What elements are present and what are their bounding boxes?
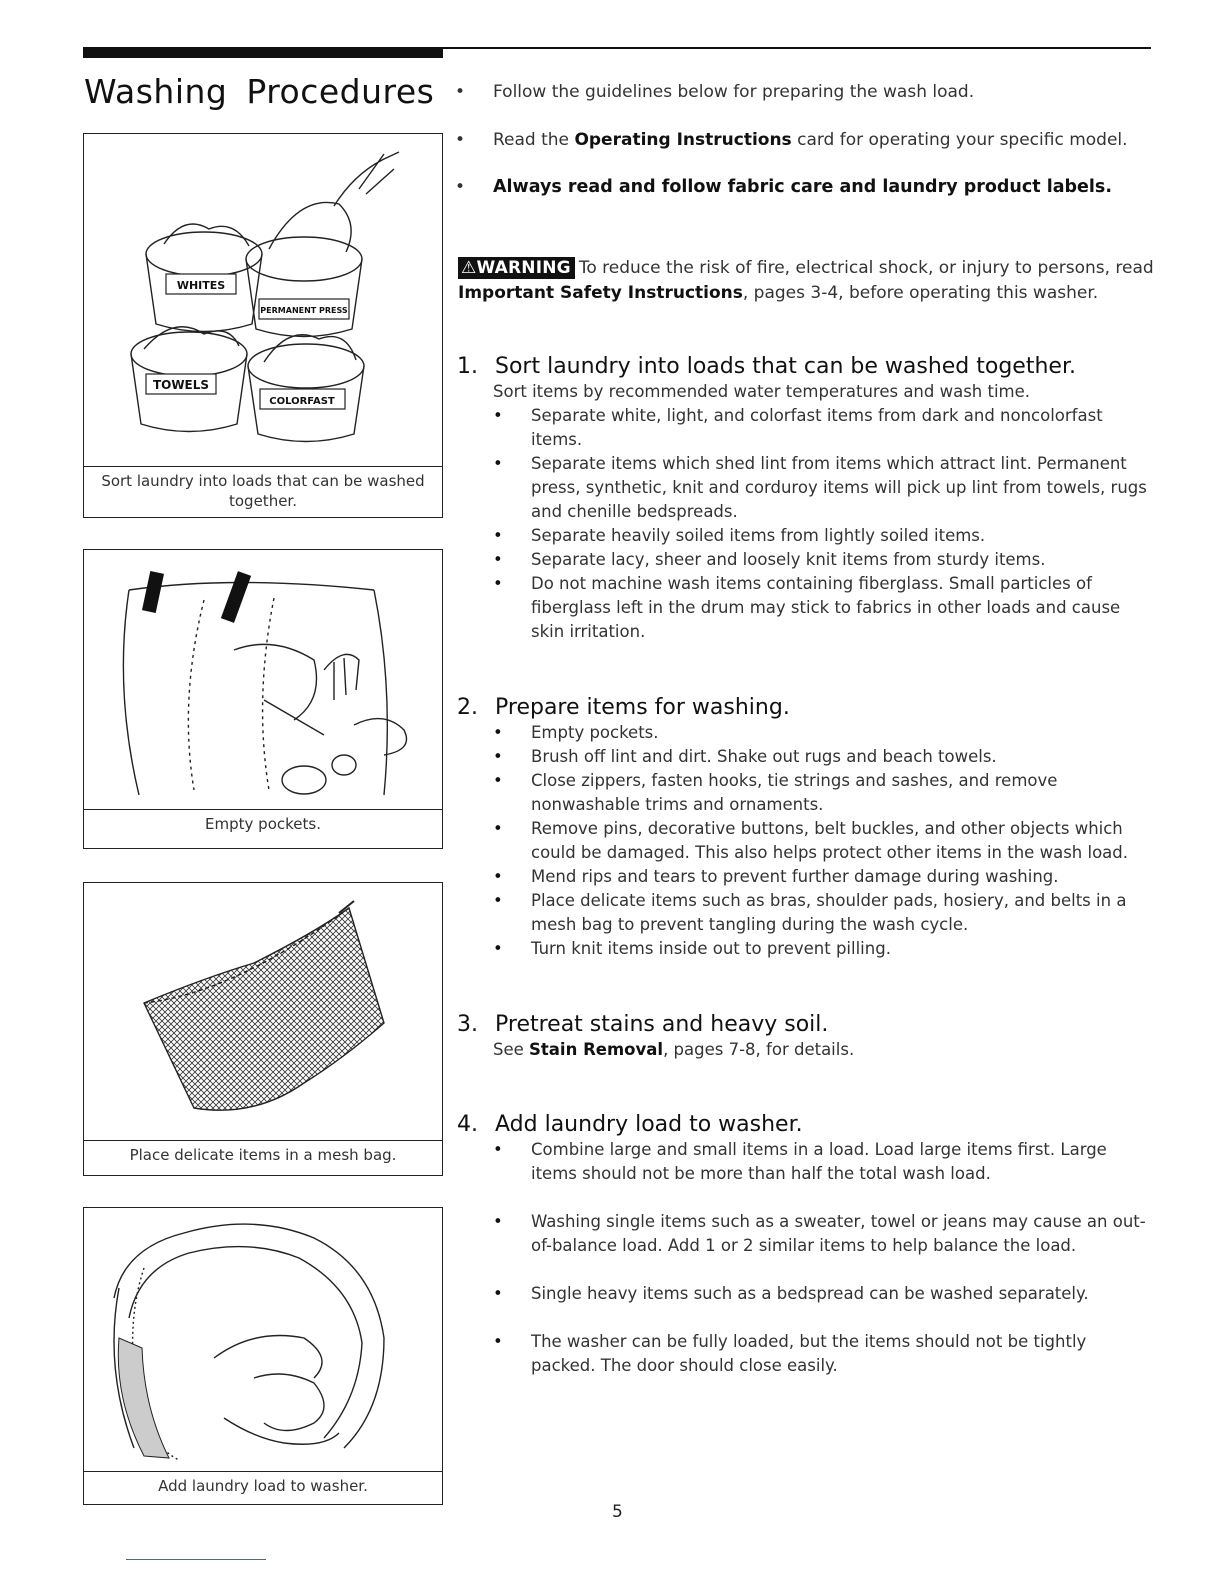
warning-triangle-icon: ⚠ [461, 258, 477, 278]
basket-label-permanent-press: PERMANENT PRESS [260, 306, 348, 315]
section-pretreat [455, 1012, 1155, 1062]
figure-load-washer [83, 1207, 443, 1505]
washer-illustration [84, 1208, 442, 1468]
section-title: 3. Pretreat stains and heavy soil. [457, 1012, 829, 1037]
basket-label-colorfast: COLORFAST [269, 396, 335, 407]
bullet-list [455, 721, 1155, 961]
warning-notice: ⚠WARNING To reduce the risk of fire, electrical shock, or injury to persons, read Important Safety Instructions, pages 3-4, before operating this washer. [458, 258, 1154, 303]
list-item: • Empty pockets. [493, 721, 1155, 745]
list-item: • The washer can be fully loaded, but the items should not be tightly packed. The door should close easily. [493, 1330, 1155, 1378]
section-intro: Sort items by recommended water temperatures and wash time. [493, 382, 1031, 401]
list-item: • Single heavy items such as a bedspread can be washed separately. [493, 1282, 1155, 1306]
section-add-load [455, 1112, 1155, 1402]
section-prepare [455, 695, 1155, 961]
list-item: • Separate heavily soiled items from lightly soiled items. [493, 524, 1155, 548]
figure-mesh-bag [83, 882, 443, 1176]
safety-instructions-ref: Important Safety Instructions [458, 283, 743, 303]
warning-badge: ⚠WARNING [458, 257, 575, 279]
list-item: • Do not machine wash items containing fiberglass. Small particles of fiberglass left in the drum may stick to fabrics in other loads and cause skin irritation. [493, 572, 1155, 644]
section-title: 2. Prepare items for washing. [457, 695, 790, 720]
list-item: • Close zippers, fasten hooks, tie strings and sashes, and remove nonwashable trims and ornaments. [493, 769, 1155, 817]
footer-link-underline [126, 1559, 266, 1560]
list-item: • Mend rips and tears to prevent further damage during washing. [493, 865, 1155, 889]
section-title: 1. Sort laundry into loads that can be washed together. [457, 354, 1076, 379]
page-number: 5 [612, 1502, 623, 1522]
stain-removal-ref: Stain Removal [529, 1040, 664, 1059]
figure-sort-laundry [83, 133, 443, 518]
figure-caption: Place delicate items in a mesh bag. [84, 1140, 442, 1175]
bullet-list [455, 404, 1155, 644]
list-item: • Washing single items such as a sweater, towel or jeans may cause an out-of-balance load. Add 1 or 2 similar items to help balance the load. [493, 1210, 1155, 1258]
list-item: • Place delicate items such as bras, shoulder pads, hosiery, and belts in a mesh bag to prevent tangling during the wash cycle. [493, 889, 1155, 937]
header-rule-thin [443, 47, 1151, 49]
basket-label-towels: TOWELS [152, 378, 210, 392]
mesh-bag-illustration [84, 883, 442, 1138]
list-item: • Remove pins, decorative buttons, belt buckles, and other objects which could be damaged. This also helps protect other items in the wash load. [493, 817, 1155, 865]
figure-caption: Sort laundry into loads that can be washed together. [84, 466, 442, 517]
baskets-illustration [84, 134, 442, 464]
section-title: 4. Add laundry load to washer. [457, 1112, 803, 1137]
figure-caption: Empty pockets. [84, 809, 442, 848]
section-intro: See Stain Removal, pages 7-8, for details. [493, 1040, 855, 1059]
list-item: • Turn knit items inside out to prevent pilling. [493, 937, 1155, 961]
figure-empty-pockets [83, 549, 443, 849]
section-sort [455, 354, 1155, 644]
pocket-illustration [84, 550, 442, 808]
header-rule-thick [83, 47, 443, 58]
bullet-list [455, 1138, 1155, 1378]
list-item: • Brush off lint and dirt. Shake out rugs and beach towels. [493, 745, 1155, 769]
list-item: • Separate items which shed lint from items which attract lint. Permanent press, synthetic, knit and corduroy items will pick up lint from towels, rugs and chenille bedspreads. [493, 452, 1155, 524]
operating-instructions-link: Operating Instructions [574, 130, 792, 150]
list-item: • Separate lacy, sheer and loosely knit items from sturdy items. [493, 548, 1155, 572]
basket-label-whites: WHITES [176, 279, 226, 292]
list-item: • Separate white, light, and colorfast items from dark and noncolorfast items. [493, 404, 1155, 452]
page-title: Washing Procedures [84, 72, 435, 111]
figure-caption: Add laundry load to washer. [84, 1471, 442, 1504]
list-item: • Combine large and small items in a load. Load large items first. Large items should not be more than half the total wash load. [493, 1138, 1155, 1186]
